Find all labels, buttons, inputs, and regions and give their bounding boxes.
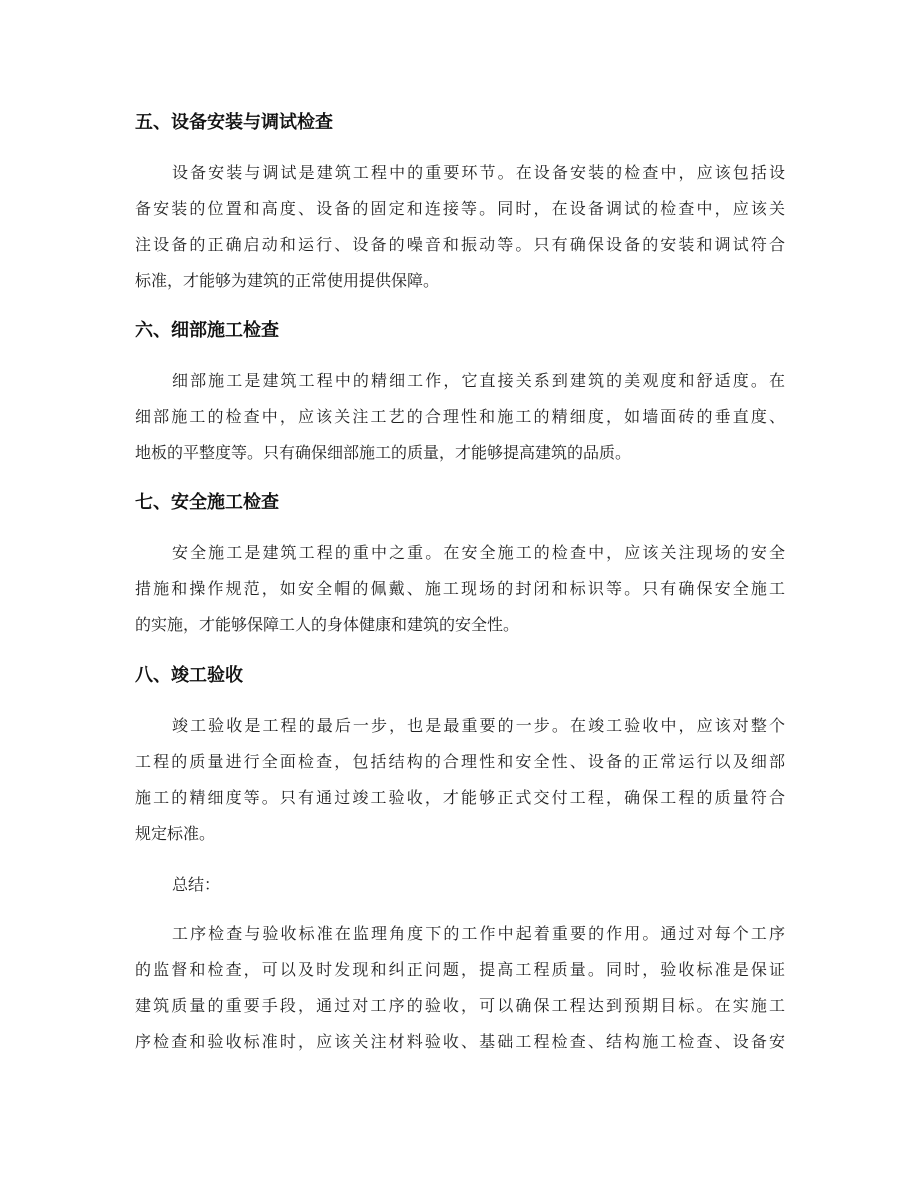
paragraph-line: 备安装的位置和高度、设备的固定和连接等。同时，在设备调试的检查中，应该关 <box>135 199 785 218</box>
section-heading-5: 五、设备安装与调试检查 <box>135 112 333 133</box>
paragraph-line: 工程的质量进行全面检查，包括结构的合理性和安全性、设备的正常运行以及细部 <box>135 752 785 771</box>
section-paragraph-5 <box>135 155 785 299</box>
paragraph-line: 细部施工的检查中，应该关注工艺的合理性和施工的精细度，如墙面砖的垂直度、 <box>135 407 785 426</box>
summary-label: 总结： <box>172 875 221 894</box>
paragraph-line: 安全施工是建筑工程的重中之重。在安全施工的检查中，应该关注现场的安全 <box>172 543 785 562</box>
paragraph-line: 地板的平整度等。只有确保细部施工的质量，才能够提高建筑的品质。 <box>135 443 632 462</box>
paragraph-line: 注设备的正确启动和运行、设备的噪音和振动等。只有确保设备的安装和调试符合 <box>135 235 785 254</box>
paragraph-line: 建筑质量的重要手段，通过对工序的验收，可以确保工程达到预期目标。在实施工 <box>135 996 785 1015</box>
section-paragraph-8 <box>135 708 785 852</box>
paragraph-line: 设备安装与调试是建筑工程中的重要环节。在设备安装的检查中，应该包括设 <box>172 163 785 182</box>
paragraph-line: 序检查和验收标准时，应该关注材料验收、基础工程检查、结构施工检查、设备安 <box>135 1032 785 1051</box>
section-heading-8: 八、竣工验收 <box>135 665 243 686</box>
paragraph-line: 细部施工是建筑工程中的精细工作，它直接关系到建筑的美观度和舒适度。在 <box>172 371 785 390</box>
paragraph-line: 竣工验收是工程的最后一步，也是最重要的一步。在竣工验收中，应该对整个 <box>172 716 785 735</box>
section-heading-7: 七、安全施工检查 <box>135 492 279 513</box>
paragraph-line: 规定标准。 <box>135 824 216 843</box>
paragraph-line: 标准，才能够为建筑的正常使用提供保障。 <box>135 271 440 290</box>
paragraph-line: 的监督和检查，可以及时发现和纠正问题，提高工程质量。同时，验收标准是保证 <box>135 960 785 979</box>
section-paragraph-7 <box>135 535 785 643</box>
paragraph-line: 措施和操作规范，如安全帽的佩戴、施工现场的封闭和标识等。只有确保安全施工 <box>135 579 785 598</box>
summary-paragraph <box>135 916 785 1060</box>
section-paragraph-6 <box>135 363 785 471</box>
paragraph-line: 施工的精细度等。只有通过竣工验收，才能够正式交付工程，确保工程的质量符合 <box>135 788 785 807</box>
paragraph-line: 的实施，才能够保障工人的身体健康和建筑的安全性。 <box>135 615 520 634</box>
section-heading-6: 六、细部施工检查 <box>135 320 279 341</box>
paragraph-line: 工序检查与验收标准在监理角度下的工作中起着重要的作用。通过对每个工序 <box>172 924 785 943</box>
